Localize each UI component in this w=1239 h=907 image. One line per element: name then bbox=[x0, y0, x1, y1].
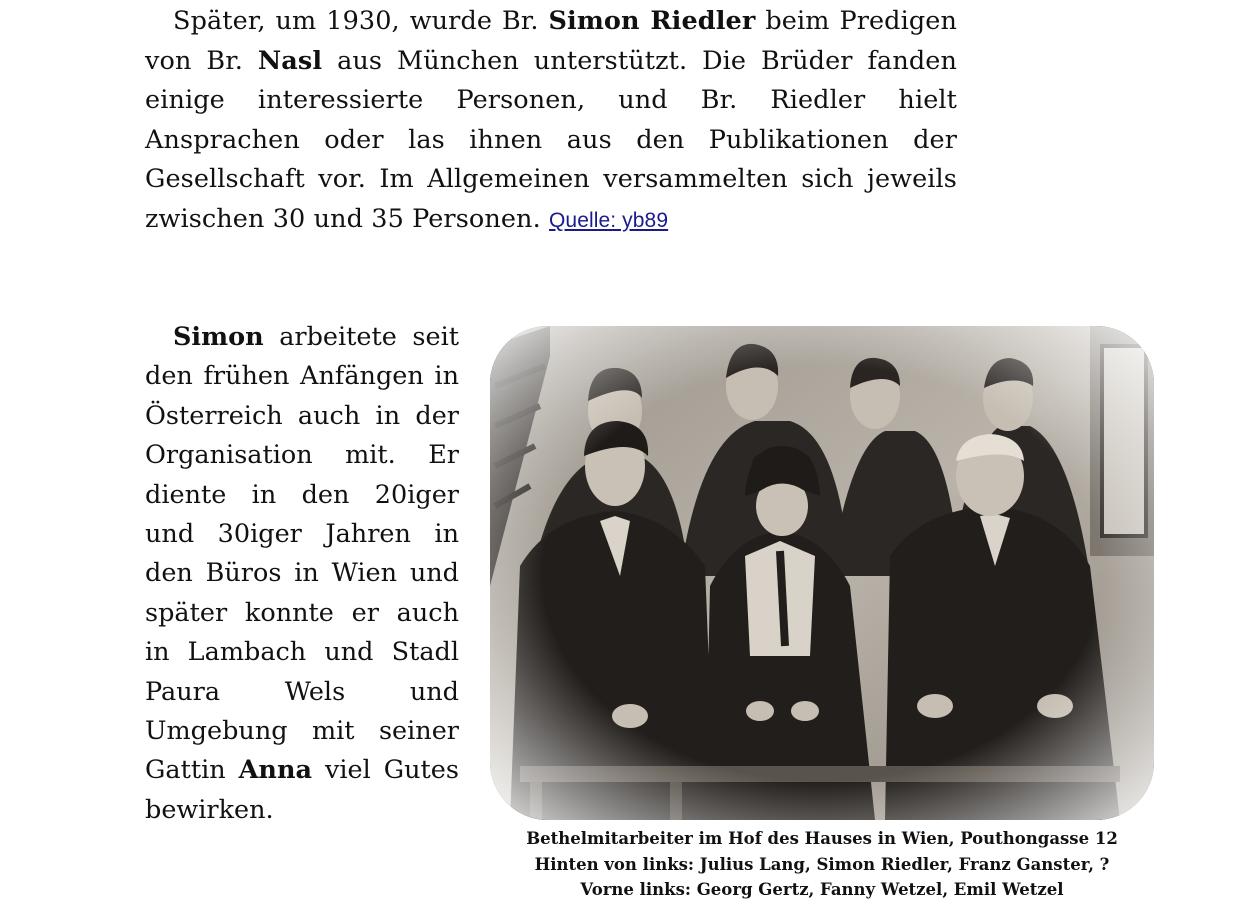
paragraph-left-text-2: viel Gutes bewirken. bbox=[145, 755, 459, 825]
caption-line-1: Bethelmitarbeiter im Hof des Hauses in Wien, Pouthongasse 12 bbox=[526, 829, 1118, 848]
group-photo-image bbox=[490, 326, 1154, 820]
paragraph-top bbox=[145, 2, 957, 241]
paragraph-left-text-1: arbeitete seit den frühen Anfängen in Österreich auch in der Organisation mit. Er diente in den 20iger und 30iger Jahren in den Büros in Wien und später konnte er auch in Lambach und Stadl Paura Wels und Umgebung mit seiner Gattin bbox=[145, 322, 459, 786]
name-simon-riedler: Simon Riedler bbox=[548, 6, 756, 36]
paragraph-left bbox=[145, 318, 459, 830]
paragraph-top-text-1: Später, um 1930, wurde Br. bbox=[173, 6, 549, 36]
caption-line-2: Hinten von links: Julius Lang, Simon Riedler, Franz Ganster, ? bbox=[534, 854, 1110, 874]
photo-caption bbox=[490, 826, 1154, 903]
name-anna: Anna bbox=[238, 755, 313, 786]
paragraph-left-text bbox=[145, 318, 459, 830]
name-simon: Simon bbox=[173, 322, 264, 352]
paragraph-top-text-2: beim Predigen von Br. bbox=[145, 6, 957, 76]
name-nasl: Nasl bbox=[257, 45, 323, 76]
paragraph-top-text bbox=[145, 2, 957, 241]
source-link[interactable]: Quelle: yb89 bbox=[549, 208, 669, 232]
paragraph-top-text-3: aus München unterstützt. Die Brüder fanden einige interessierte Personen, und Br. Riedler hielt Ansprachen oder las ihnen aus den Publikationen der Gesellschaft vor. Im Allgemeinen versammelten sich jeweils zwischen 30 und 35 Personen. bbox=[145, 45, 957, 234]
caption-line-3: Vorne links: Georg Gertz, Fanny Wetzel, Emil Wetzel bbox=[580, 880, 1064, 899]
group-photo bbox=[490, 326, 1154, 820]
